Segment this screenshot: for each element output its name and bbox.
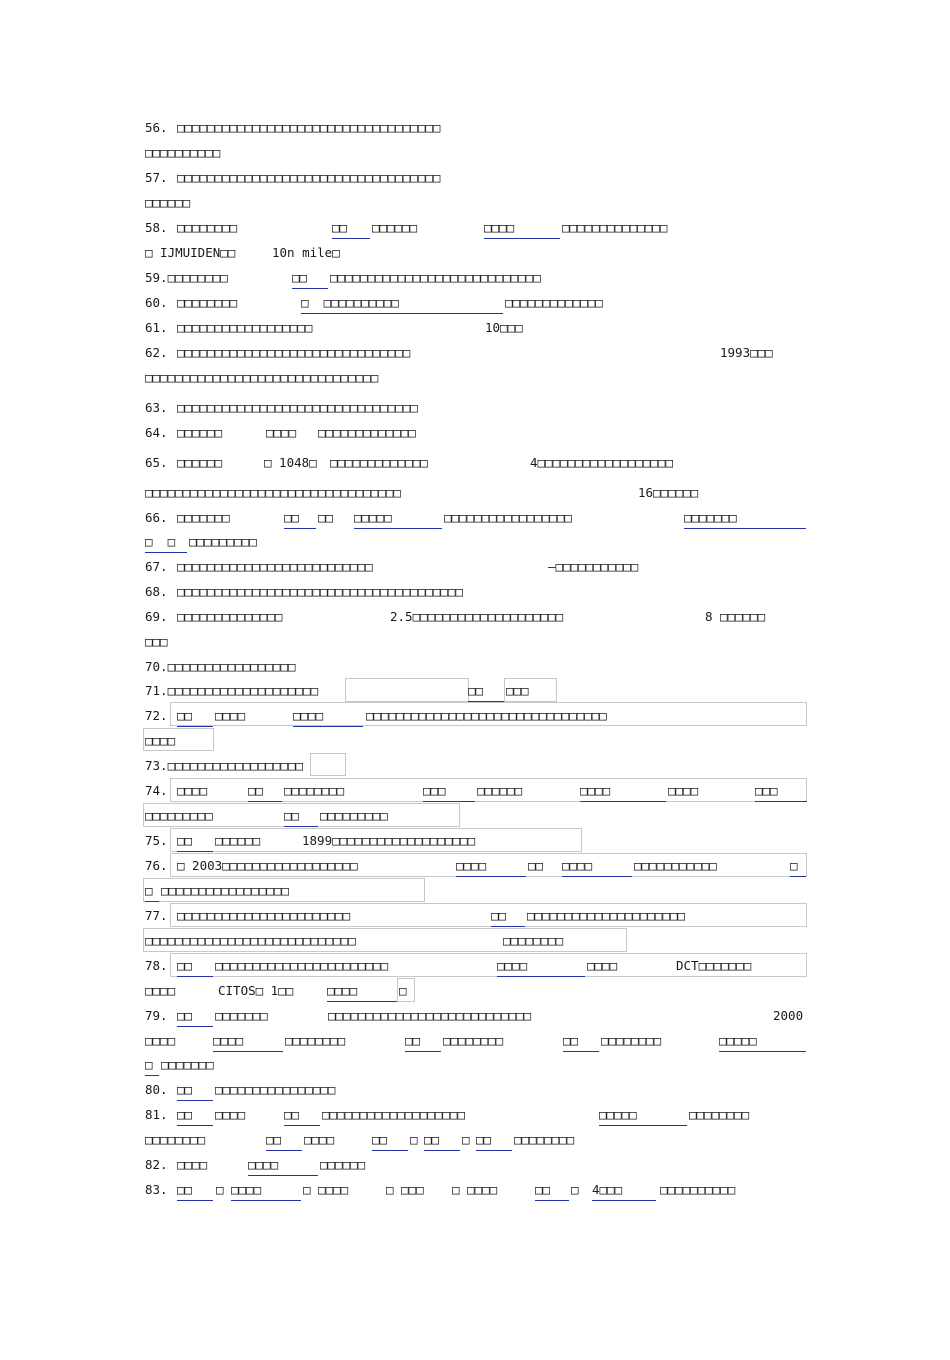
item-59	[0, 268, 950, 288]
item-72-line-1	[0, 706, 950, 726]
question-text: □□□□	[304, 1132, 335, 1147]
item-number: 82.	[145, 1157, 176, 1172]
item-65-line-1	[0, 453, 950, 473]
answer-blank: □□□□□	[354, 508, 442, 529]
item-72-line-2	[0, 731, 950, 751]
question-text: □ □□□□	[303, 1182, 349, 1197]
answer-blank: □□	[177, 956, 213, 977]
item-61	[0, 318, 950, 338]
item-83	[0, 1180, 950, 1200]
question-text: 70.□□□□□□□□□□□□□□□□□	[145, 659, 296, 674]
answer-blank: □□	[266, 1130, 302, 1151]
item-number: 80.	[145, 1082, 176, 1097]
question-text: 4□□□□□□□□□□□□□□□□□□	[530, 455, 673, 470]
item-76-line-2	[0, 881, 950, 901]
answer-text: □	[301, 295, 309, 310]
question-text: □	[462, 1132, 470, 1147]
question-text: □□□□□□□□□□□□□□□□□□□□□□□□□□	[177, 559, 373, 574]
question-text: □□□□	[215, 708, 246, 723]
item-71	[0, 681, 950, 701]
item-number: 69.	[145, 609, 176, 624]
question-text: □ 2003□□□□□□□□□□□□□□□□□□	[177, 858, 358, 873]
item-66-line-2	[0, 532, 950, 552]
question-text: □□□□□□□□□□□□□□□□□	[161, 883, 289, 898]
answer-blank: □□	[535, 1180, 569, 1201]
item-number: 76.	[145, 858, 176, 873]
question-text: 1993□□□	[720, 345, 773, 360]
answer-blank: □□	[405, 1031, 441, 1052]
question-text: □	[399, 983, 407, 998]
answer-blank: □□□□	[456, 856, 526, 877]
question-text: □□□□	[668, 783, 699, 798]
answer-blank: □□□□	[580, 781, 666, 802]
answer-text: □	[167, 534, 176, 549]
item-number: 67.	[145, 559, 176, 574]
question-text: 2.5□□□□□□□□□□□□□□□□□□□□	[390, 609, 564, 624]
question-text: □□□□□□□□□□□□□□□□□□□□□	[527, 908, 686, 923]
item-number: 68.	[145, 584, 176, 599]
item-79-line-2	[0, 1031, 950, 1051]
answer-blank: □□□□	[231, 1180, 301, 1201]
answer-blank: □□	[491, 906, 525, 927]
question-text: □□□□□□□□□	[189, 534, 257, 549]
question-text: □□□□□□□□□□□□□□□□□□□□□□□□□□□□□□□□	[177, 400, 418, 415]
answer-blank: □□	[248, 781, 282, 802]
question-text: □□□□□□	[372, 220, 418, 235]
item-65-line-2	[0, 483, 950, 503]
answer-blank: □□	[468, 681, 504, 702]
question-text: □□□□□□□□□□□□□□□□□□□□□□□□□□□□□□□	[145, 370, 379, 385]
item-82	[0, 1155, 950, 1175]
answer-text: □□□□□□□□□□	[323, 295, 399, 310]
question-text: □□□□□□□□□□□□□□	[562, 220, 668, 235]
item-58-line-2	[0, 243, 950, 263]
question-text: □□□□□□□□□□□□□□□□□□	[177, 320, 313, 335]
question-text: □□□□□□□□	[284, 783, 345, 798]
answer-blank: □	[145, 881, 159, 902]
item-63	[0, 398, 950, 418]
question-text: □□□□	[145, 733, 176, 748]
answer-blank: □□	[177, 1006, 213, 1027]
item-79-line-3	[0, 1055, 950, 1075]
question-text: □ IJMUIDEN□□	[145, 245, 236, 260]
item-number: 61.	[145, 320, 176, 335]
item-60	[0, 293, 950, 313]
answer-blank: □	[790, 856, 806, 877]
question-text: □□□□□□□□□□□□□	[330, 455, 428, 470]
answer-blank: □□□	[755, 781, 807, 802]
answer-blank: □□	[372, 1130, 408, 1151]
item-56-line-1	[0, 118, 950, 138]
question-text: □□□□□□□□□□□□□□□□□	[444, 510, 572, 525]
answer-blank: □□	[424, 1130, 460, 1151]
answer-blank: □□	[332, 218, 370, 239]
item-78-line-1	[0, 956, 950, 976]
question-text: □□□□□□□□□□□□□□□□□□□□□□□□□□□□□□□□□□□	[177, 120, 441, 135]
item-number: 58.	[145, 220, 176, 235]
question-text: 71.□□□□□□□□□□□□□□□□□□□□	[145, 683, 319, 698]
answer-blank: □□	[284, 1105, 320, 1126]
item-number: 56.	[145, 120, 176, 135]
item-77-line-1	[0, 906, 950, 926]
item-75	[0, 831, 950, 851]
question-text: □□□□□□□□□□□□□□□□□□□□□□□□□□□□	[145, 933, 356, 948]
question-text: □□□□□□□□	[514, 1132, 575, 1147]
item-number: 78.	[145, 958, 176, 973]
question-text: □□□□□□□□□□□□□□□□□□□□□□□□□□□□□□□□□□	[145, 485, 401, 500]
question-text: □□□□□□□□□□□□□□	[177, 609, 283, 624]
answer-blank: □□□□□	[719, 1031, 806, 1052]
question-text: □□□□	[215, 1107, 246, 1122]
question-text: 10□□□	[485, 320, 523, 335]
question-text: □□□□□□	[477, 783, 523, 798]
item-number: 63.	[145, 400, 176, 415]
question-text: 16□□□□□□	[638, 485, 699, 500]
question-text: □□□□□□□□□□□□□□□□□□□□□□□□□□□□□□□□□□□□□□	[177, 584, 463, 599]
answer-blank: □□□□	[497, 956, 585, 977]
item-57-line-1	[0, 168, 950, 188]
answer-blank: □□	[292, 268, 328, 289]
answer-blank: □□	[563, 1031, 599, 1052]
question-text: □□□□	[177, 783, 208, 798]
answer-blank: □□	[177, 706, 213, 727]
question-text: □□□□□□□□□□□	[634, 858, 717, 873]
item-58-line-1	[0, 218, 950, 238]
item-62-line-1	[0, 343, 950, 363]
question-text: □□□□□□□	[161, 1057, 214, 1072]
question-text: □ □□□	[386, 1182, 424, 1197]
question-text: □□□□□□□□	[601, 1033, 662, 1048]
question-text: □□□□□□	[320, 1157, 366, 1172]
question-text: □□□□□□□□	[177, 220, 238, 235]
item-81-line-2	[0, 1130, 950, 1150]
question-text: □□□□□□□□□□□□□□□□	[215, 1082, 336, 1097]
item-81-line-1	[0, 1105, 950, 1125]
question-text: □□□□□□□□□□	[660, 1182, 736, 1197]
question-text: 10n mile□	[272, 245, 340, 260]
item-number: 64.	[145, 425, 176, 440]
item-73	[0, 756, 950, 776]
question-text: □□□□□□□□□□□□□□□□□□□□□□□□□□□	[328, 1008, 532, 1023]
item-66-line-1	[0, 508, 950, 528]
question-text: □□□□□□□□	[689, 1107, 750, 1122]
question-text: □□□□□□□□□□□□□□□□□□□□□□□□□□□□□□□	[177, 345, 411, 360]
item-56-line-2	[0, 143, 950, 163]
item-64	[0, 423, 950, 443]
answer-blank: □□□□	[248, 1155, 318, 1176]
question-text: □□□□□□□□□□□□□□□□□□□□□□□□□□□□	[330, 270, 541, 285]
answer-blank: □□□□	[293, 706, 363, 727]
question-text: —□□□□□□□□□□□	[548, 559, 639, 574]
item-57-line-2	[0, 193, 950, 213]
answer-blank: □□	[284, 508, 316, 529]
question-text: DCT□□□□□□□	[676, 958, 752, 973]
item-number: 74.	[145, 783, 176, 798]
question-text: □□□□	[145, 983, 176, 998]
question-text: □ 1048□	[264, 455, 317, 470]
item-76-line-1	[0, 856, 950, 876]
answer-blank: □	[145, 1055, 159, 1076]
item-70	[0, 657, 950, 677]
question-text: □□	[528, 858, 544, 873]
item-68	[0, 582, 950, 602]
question-text: CITOS□ 1□□	[218, 983, 294, 998]
question-text: □□□□□□□□□□□□□	[505, 295, 603, 310]
question-text: □□□□□□□□□□□□□□□□□□□□□□□□□□□□□□□□	[366, 708, 607, 723]
answer-blank	[145, 532, 187, 553]
question-text: □□□□□□	[145, 195, 191, 210]
question-text: □□□	[506, 683, 529, 698]
question-text: □	[571, 1182, 579, 1197]
question-text: 1899□□□□□□□□□□□□□□□□□□□	[302, 833, 476, 848]
item-74-line-2	[0, 806, 950, 826]
question-text: □	[216, 1182, 224, 1197]
item-number: 72.	[145, 708, 176, 723]
item-number: 77.	[145, 908, 176, 923]
answer-blank: □□□□□□□	[684, 508, 806, 529]
item-67	[0, 557, 950, 577]
item-79-line-1	[0, 1006, 950, 1026]
answer-text: □	[145, 534, 153, 549]
answer-blank: □□	[177, 1080, 213, 1101]
answer-blank: □□□□□	[599, 1105, 687, 1126]
item-69-line-2	[0, 632, 950, 652]
item-78-line-2	[0, 981, 950, 1001]
answer-blank	[301, 293, 503, 314]
question-text: □□□□□□□□□□□□□□□□□□□	[322, 1107, 465, 1122]
question-text: □□□	[145, 634, 168, 649]
item-number: 75.	[145, 833, 176, 848]
answer-blank: □□	[177, 1105, 213, 1126]
question-text: □□□□	[587, 958, 618, 973]
question-text: □□□□□□□□□□□□□□□□□□□□□□□	[215, 958, 389, 973]
question-text: □□□□□□□□	[443, 1033, 504, 1048]
item-number: 57.	[145, 170, 176, 185]
item-62-line-2	[0, 368, 950, 388]
question-text: □□□□	[266, 425, 297, 440]
item-number: 62.	[145, 345, 176, 360]
question-text: □□□□	[145, 1033, 176, 1048]
question-text: 8 □□□□□□	[705, 609, 766, 624]
question-text: □□□□	[177, 1157, 208, 1172]
question-text: □□□□□□□□□	[145, 808, 213, 823]
answer-blank: □□□	[423, 781, 475, 802]
question-text: □ □□□□	[452, 1182, 498, 1197]
answer-blank: □□	[284, 806, 318, 827]
answer-blank: □□□□	[213, 1031, 283, 1052]
item-number: 66.	[145, 510, 176, 525]
answer-blank: □□	[476, 1130, 512, 1151]
question-text: □□□□□□	[215, 833, 261, 848]
answer-blank: □□□□	[484, 218, 560, 239]
item-number: 65.	[145, 455, 176, 470]
item-74-line-1	[0, 781, 950, 801]
question-text: 59.□□□□□□□□	[145, 270, 228, 285]
question-text: □□□□□□□□□□□□□	[318, 425, 416, 440]
question-text: □□□□□□	[177, 425, 223, 440]
question-text: □□□□□□□□□□□□□□□□□□□□□□□	[177, 908, 351, 923]
question-text: 2000	[773, 1008, 804, 1023]
item-number: 79.	[145, 1008, 176, 1023]
answer-blank: □□	[177, 1180, 213, 1201]
question-text: □□□□□□□	[215, 1008, 268, 1023]
question-text: □□□□□□□□□□□□□□□□□□□□□□□□□□□□□□□□□□□	[177, 170, 441, 185]
question-text: □□□□□□□□	[145, 1132, 206, 1147]
question-text: □□□□□□□	[177, 510, 230, 525]
answer-blank: □□□□	[327, 981, 397, 1002]
item-number: 83.	[145, 1182, 176, 1197]
question-text: □□□□□□□□□	[320, 808, 388, 823]
question-text: □□□□□□□□	[503, 933, 564, 948]
item-69-line-1	[0, 607, 950, 627]
item-number: 60.	[145, 295, 176, 310]
question-text: □□	[318, 510, 334, 525]
question-text: □□□□□□□□□□	[145, 145, 221, 160]
answer-blank: 4□□□	[592, 1180, 656, 1201]
question-text: □□□□□□□□	[177, 295, 238, 310]
question-text: □□□□□□	[177, 455, 223, 470]
item-number: 81.	[145, 1107, 176, 1122]
item-80	[0, 1080, 950, 1100]
question-text: □□□□□□□□	[285, 1033, 346, 1048]
question-text: 73.□□□□□□□□□□□□□□□□□□	[145, 758, 304, 773]
question-text: □	[410, 1132, 418, 1147]
answer-blank: □□	[177, 831, 213, 852]
answer-blank: □□□□	[562, 856, 632, 877]
item-77-line-2	[0, 931, 950, 951]
